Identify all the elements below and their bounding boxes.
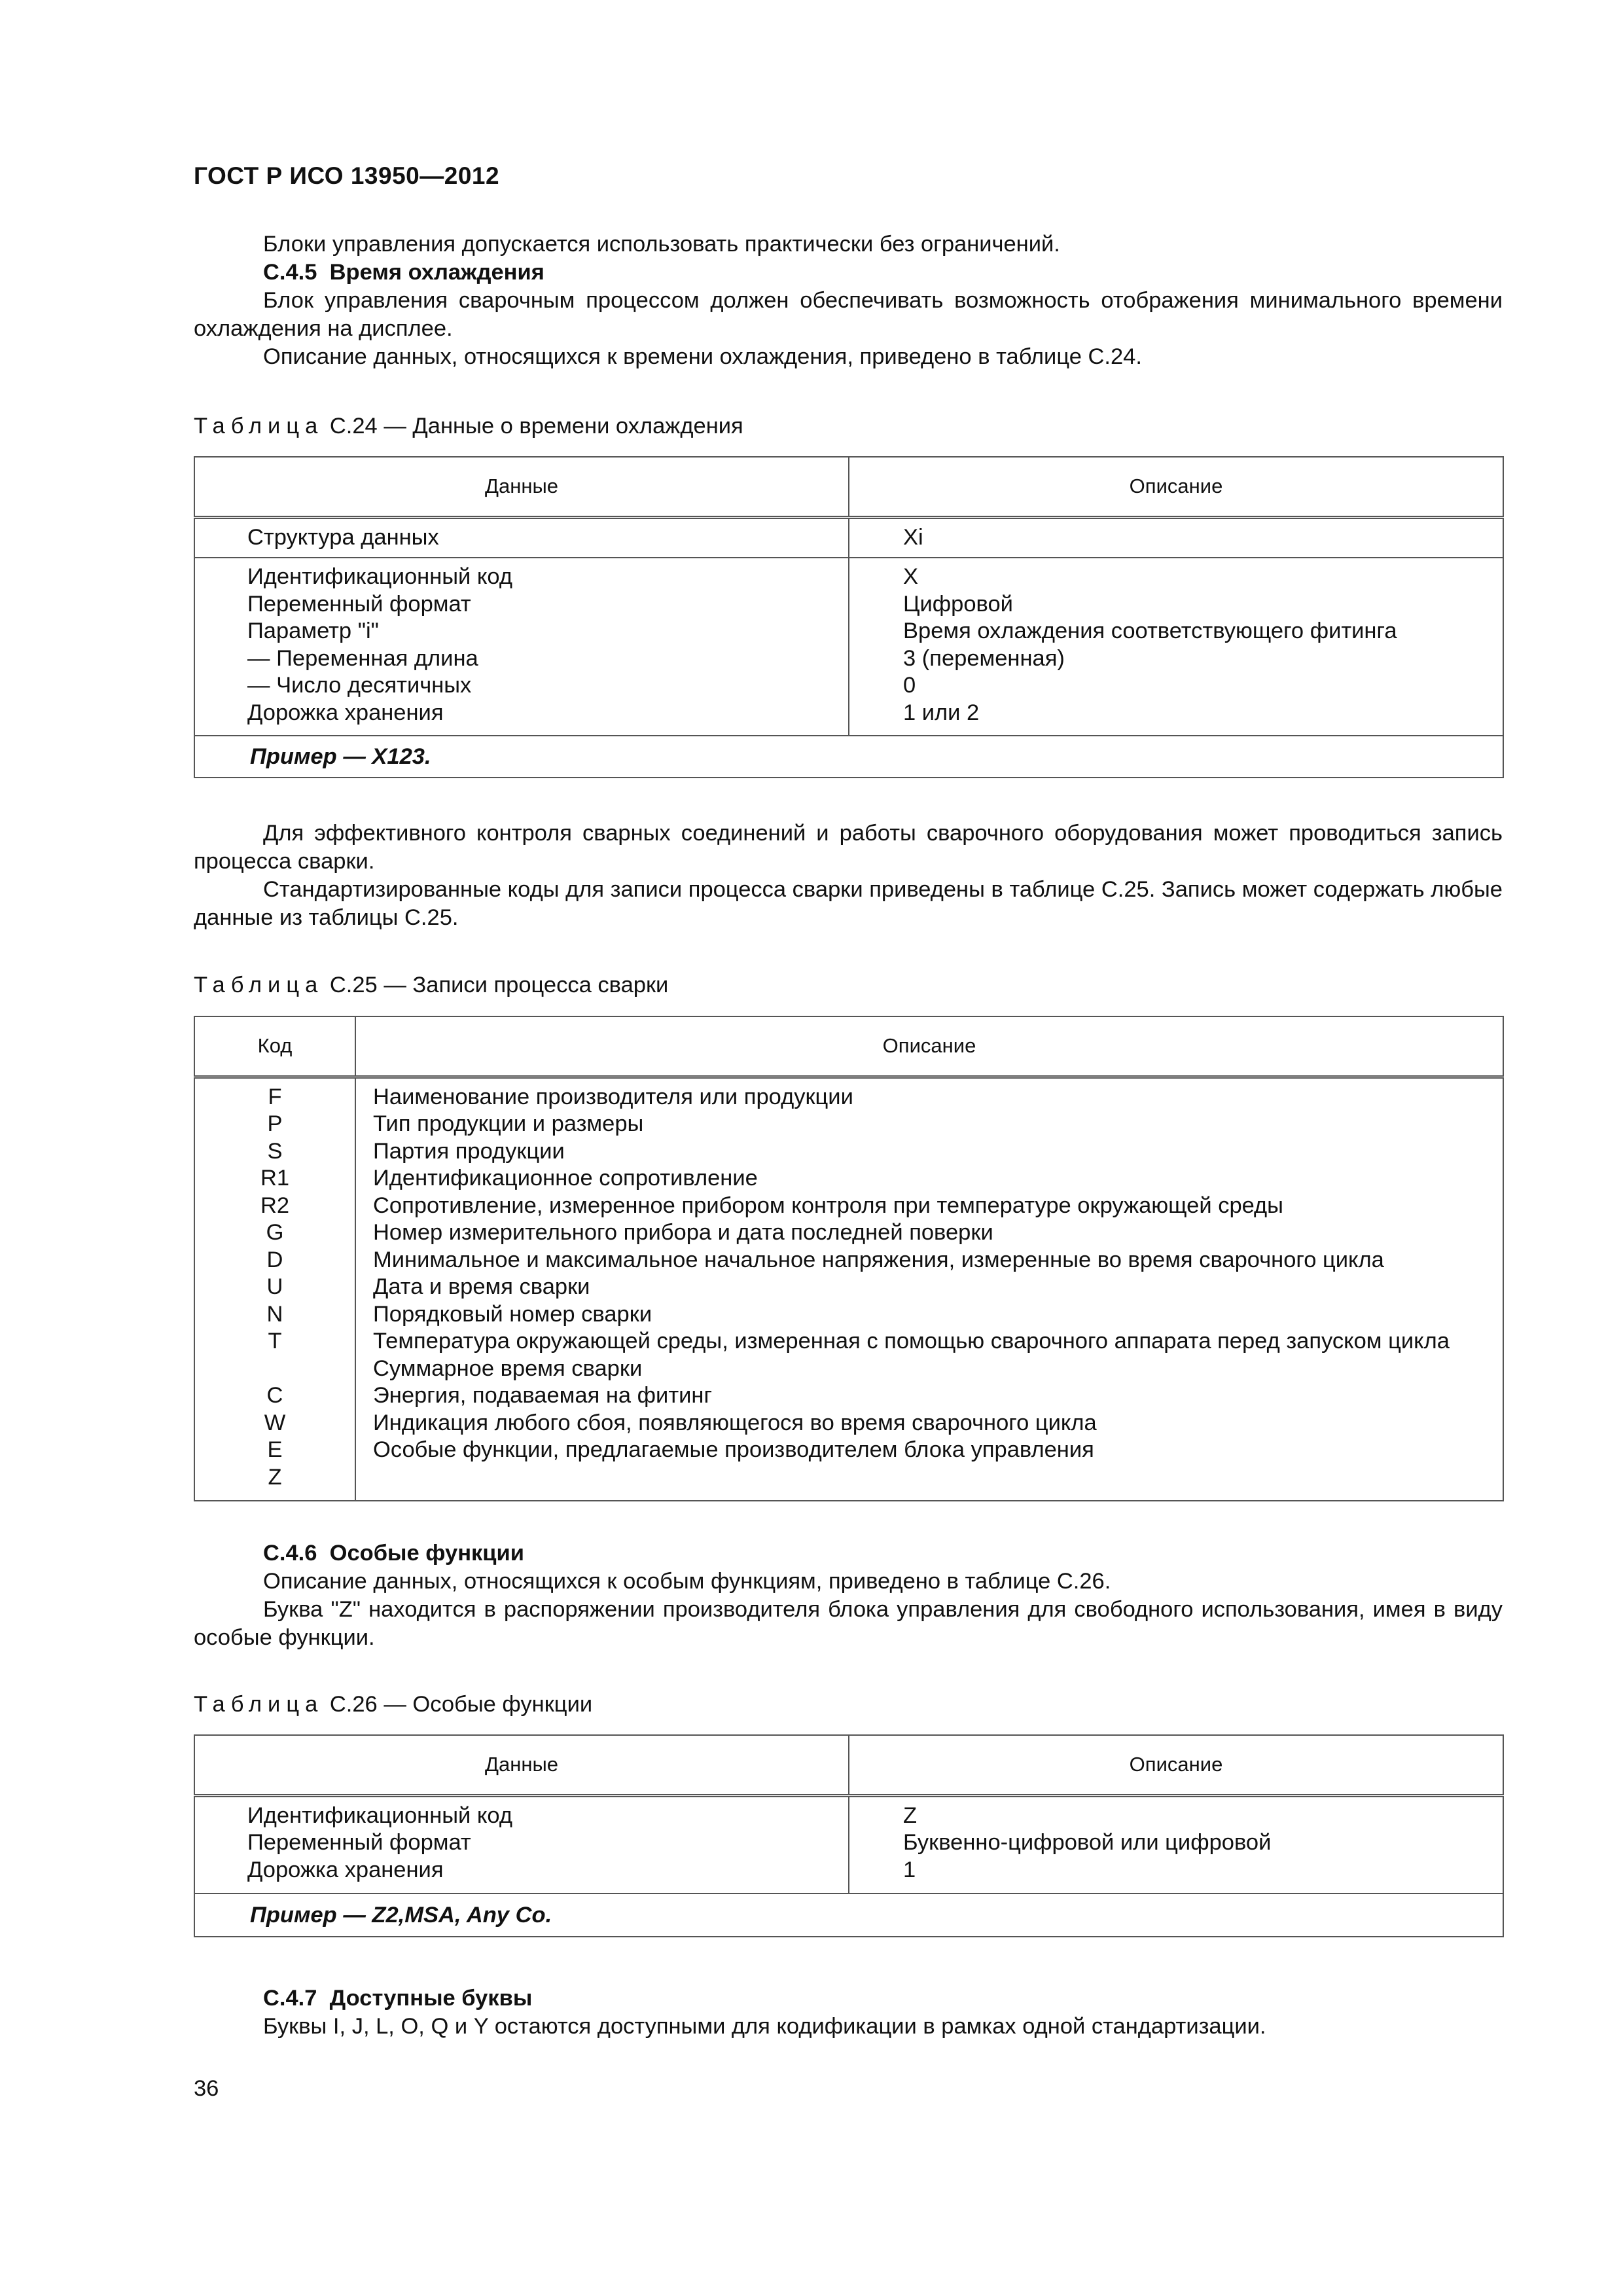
caption-text: С.25 — Записи процесса сварки [329, 973, 669, 997]
column-header-description: Описание [849, 457, 1503, 517]
code: W [264, 1410, 286, 1435]
paragraph-cooling-display: Блок управления сварочным процессом должен обеспечивать возможность отображения минимального времени охлаждения на дисплее. [194, 288, 1503, 341]
code-description: Тип продукции и размеры [373, 1111, 644, 1136]
field-label: — Число десятичных [247, 673, 472, 698]
paragraph-letter-z: Буква "Z" находится в распоряжении производителя блока управления для свободного использования, имея в виду особые функции. [194, 1597, 1503, 1650]
field-value: X [903, 564, 919, 589]
table-c24 [194, 456, 1504, 778]
field-label: Переменный формат [247, 591, 471, 617]
field-label: Параметр "i" [247, 619, 379, 643]
cell-structure-value: Xi [849, 517, 1503, 558]
column-header-data: Данные [194, 1735, 849, 1795]
cell-field-values [849, 558, 1503, 736]
table-c26 [194, 1734, 1504, 1937]
field-value: 0 [903, 673, 916, 698]
field-label: Дорожка хранения [247, 700, 444, 725]
caption-word: Таблица [194, 1692, 324, 1717]
paragraph-special-functions-ref: Описание данных, относящихся к особым функциям, приведено в таблице С.26. [263, 1569, 1111, 1594]
paragraph-control-units: Блоки управления допускается использовать практически без ограничений. [263, 232, 1060, 257]
section-heading-c47 [263, 1984, 532, 2013]
cell-field-labels [194, 1795, 849, 1893]
code: Z [268, 1464, 282, 1490]
code-description: Порядковый номер сварки [373, 1301, 652, 1327]
cell-descriptions [355, 1077, 1503, 1501]
cell-field-values [849, 1795, 1503, 1893]
code-description: Индикация любого сбоя, появляющегося во время сварочного цикла [373, 1410, 1097, 1435]
code: S [267, 1138, 283, 1164]
paragraph-cooling-table-ref: Описание данных, относящихся к времени охлаждения, приведено в таблице С.24. [263, 344, 1142, 369]
field-label: Переменный формат [247, 1830, 471, 1855]
code: F [268, 1084, 282, 1109]
code-description: Сопротивление, измеренное прибором контроля при температуре окружающей среды [373, 1193, 1283, 1218]
code: T [268, 1329, 282, 1354]
section-number: С.4.7 [263, 1986, 317, 2011]
field-label: Идентификационный код [247, 564, 512, 589]
code: E [267, 1437, 283, 1462]
field-value: 1 или 2 [903, 700, 980, 725]
table-caption-c26 [194, 1691, 592, 1719]
table-caption-c24 [194, 412, 743, 440]
caption-text: С.26 — Особые функции [329, 1692, 593, 1717]
field-label: — Переменная длина [247, 645, 478, 671]
paragraph-standard-codes: Стандартизированные коды для записи процесса сварки приведены в таблице С.25. Запись может содержать любые данные из таблицы С.25. [194, 877, 1503, 930]
code-description: Номер измерительного прибора и дата последней поверки [373, 1220, 993, 1245]
section-heading-c46 [263, 1539, 524, 1568]
code-description: Наименование производителя или продукции [373, 1084, 853, 1109]
code-description: Суммарное время сварки [373, 1355, 643, 1381]
code: G [266, 1220, 284, 1245]
paragraph-welding-record: Для эффективного контроля сварных соединений и работы сварочного оборудования может проводиться запись процесса сварки. [194, 821, 1503, 874]
code-description: Температура окружающей среды, измеренная с помощью сварочного аппарата перед запуском цикла [373, 1329, 1450, 1354]
section-number: С.4.5 [263, 260, 317, 285]
cell-structure-label: Структура данных [194, 517, 849, 558]
code: C [266, 1383, 283, 1408]
field-value: Z [903, 1803, 918, 1828]
field-value: Цифровой [903, 591, 1013, 617]
column-header-description: Описание [355, 1016, 1503, 1077]
caption-word: Таблица [194, 414, 324, 439]
code: D [266, 1247, 283, 1272]
column-header-code: Код [194, 1016, 355, 1077]
code: R2 [260, 1193, 290, 1218]
column-header-data: Данные [194, 457, 849, 517]
column-header-description: Описание [849, 1735, 1503, 1795]
table-example: Пример — Z2,MSA, Any Co. [194, 1893, 1503, 1937]
field-value: Время охлаждения соответствующего фитинга [903, 619, 1397, 643]
paragraph-available-letters: Буквы I, J, L, O, Q и Y остаются доступными для кодификации в рамках одной стандартизации. [263, 2014, 1266, 2039]
field-label: Дорожка хранения [247, 1857, 444, 1882]
code: N [266, 1301, 283, 1327]
code: P [267, 1111, 283, 1136]
code-description: Энергия, подаваемая на фитинг [373, 1383, 713, 1408]
code-description: Партия продукции [373, 1138, 565, 1164]
field-label: Идентификационный код [247, 1803, 512, 1828]
code-description: Идентификационное сопротивление [373, 1166, 758, 1191]
field-value: Буквенно-цифровой или цифровой [903, 1830, 1272, 1855]
table-caption-c25 [194, 971, 668, 999]
section-title: Время охлаждения [329, 260, 544, 285]
standard-header: ГОСТ Р ИСО 13950—2012 [194, 162, 500, 189]
page-number: 36 [194, 2076, 219, 2101]
section-title: Особые функции [329, 1541, 524, 1566]
code-description: Минимальное и максимальное начальное напряжения, измеренные во время сварочного цикла [373, 1247, 1384, 1272]
section-number: С.4.6 [263, 1541, 317, 1566]
code: R1 [260, 1166, 290, 1191]
cell-field-labels [194, 558, 849, 736]
caption-text: С.24 — Данные о времени охлаждения [329, 414, 743, 439]
code-description: Дата и время сварки [373, 1274, 590, 1299]
code: U [266, 1274, 283, 1299]
cell-codes [194, 1077, 355, 1501]
table-example: Пример — X123. [194, 736, 1503, 778]
caption-word: Таблица [194, 973, 324, 997]
field-value: 3 (переменная) [903, 645, 1065, 671]
table-c25 [194, 1016, 1504, 1501]
code-description: Особые функции, предлагаемые производителем блока управления [373, 1437, 1094, 1462]
field-value: 1 [903, 1857, 916, 1882]
section-heading-c45 [263, 259, 544, 287]
section-title: Доступные буквы [329, 1986, 533, 2011]
code [195, 1355, 355, 1383]
